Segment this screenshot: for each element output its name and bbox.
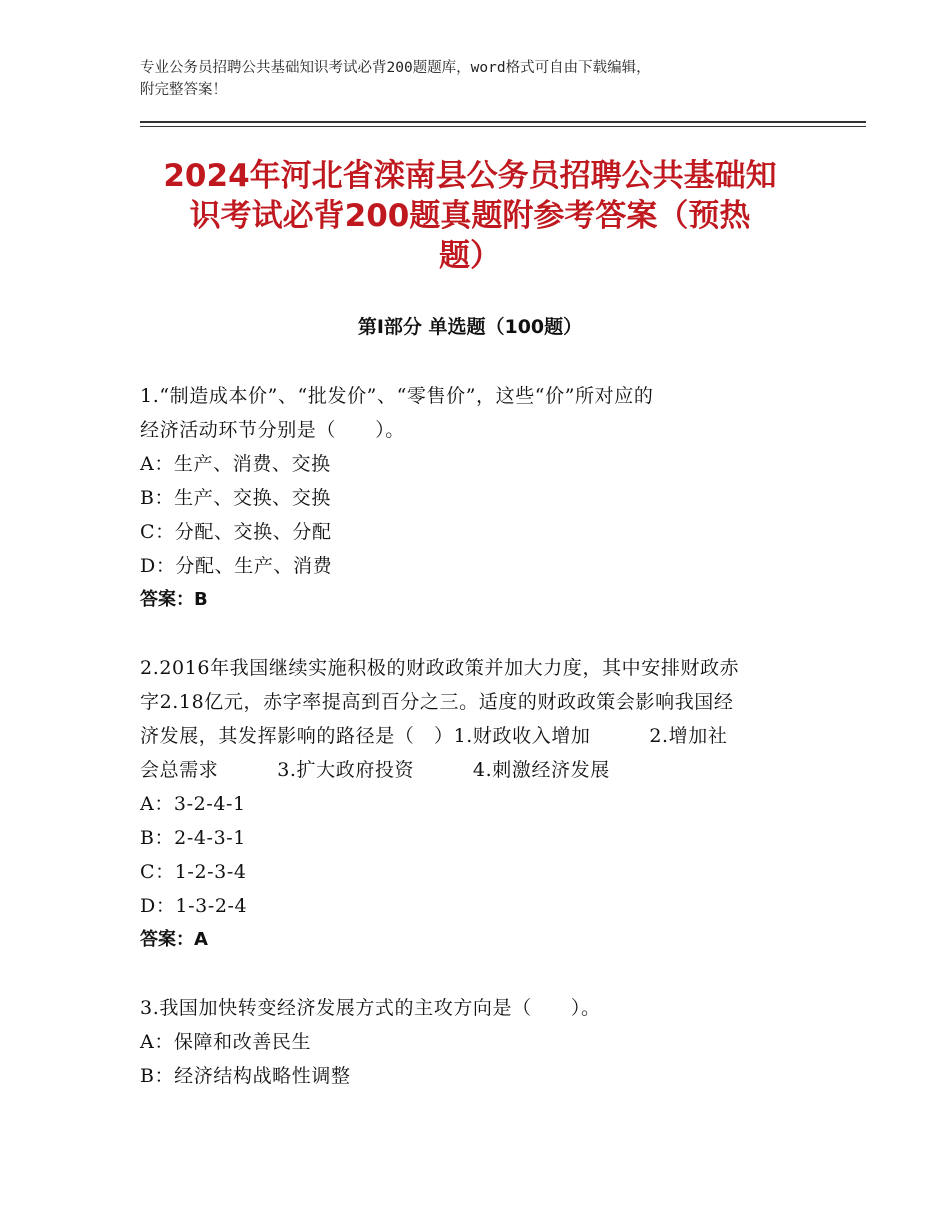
- question-3: [140, 991, 808, 1093]
- document-title: [120, 156, 820, 276]
- document-title-line: 识考试必背200题真题附参考答案（预热: [189, 198, 751, 234]
- option-a: A：生产、消费、交换: [140, 453, 331, 475]
- option-b: B：生产、交换、交换: [140, 487, 331, 509]
- option-c: C：1-2-3-4: [140, 861, 247, 883]
- section-title: 第Ⅰ部分 单选题（100题）: [357, 316, 583, 338]
- question-stem-line: 3.我国加快转变经济发展方式的主攻方向是（ ）。: [140, 997, 601, 1019]
- question-2: [140, 651, 808, 957]
- document-title-line: 2024年河北省滦南县公务员招聘公共基础知: [163, 158, 777, 194]
- document-title-line: 题）: [439, 238, 501, 274]
- question-stem-line: 济发展，其发挥影响的路径是（ ）1.财政收入增加 2.增加社: [140, 725, 728, 747]
- option-d: D：分配、生产、消费: [140, 555, 333, 577]
- answer: 答案：B: [140, 589, 208, 610]
- header-divider-thin: [140, 126, 866, 127]
- header-note: [140, 57, 840, 101]
- option-c: C：分配、交换、分配: [140, 521, 332, 543]
- question-stem-line: 2.2016年我国继续实施积极的财政政策并加大力度，其中安排财政赤: [140, 657, 740, 679]
- question-1: [140, 379, 808, 617]
- question-stem-line: 会总需求 3.扩大政府投资 4.刺激经济发展: [140, 759, 610, 781]
- header-note-line: 附完整答案！: [140, 82, 227, 98]
- option-b: B：2-4-3-1: [140, 827, 246, 849]
- question-stem-line: 经济活动环节分别是（ ）。: [140, 419, 405, 441]
- option-d: D：1-3-2-4: [140, 895, 248, 917]
- answer: 答案：A: [140, 929, 208, 950]
- option-a: A：保障和改善民生: [140, 1031, 312, 1053]
- question-stem-line: 字2.18亿元，赤字率提高到百分之三。适度的财政政策会影响我国经: [140, 691, 734, 713]
- option-a: A：3-2-4-1: [140, 793, 246, 815]
- header-note-line: 专业公务员招聘公共基础知识考试必背200题题库，word格式可自由下载编辑，: [140, 60, 651, 76]
- header-divider-thick: [140, 121, 866, 123]
- option-b: B：经济结构战略性调整: [140, 1065, 351, 1087]
- question-stem-line: 1.“制造成本价”、“批发价”、“零售价”，这些“价”所对应的: [140, 385, 654, 407]
- question-list: [140, 379, 808, 1127]
